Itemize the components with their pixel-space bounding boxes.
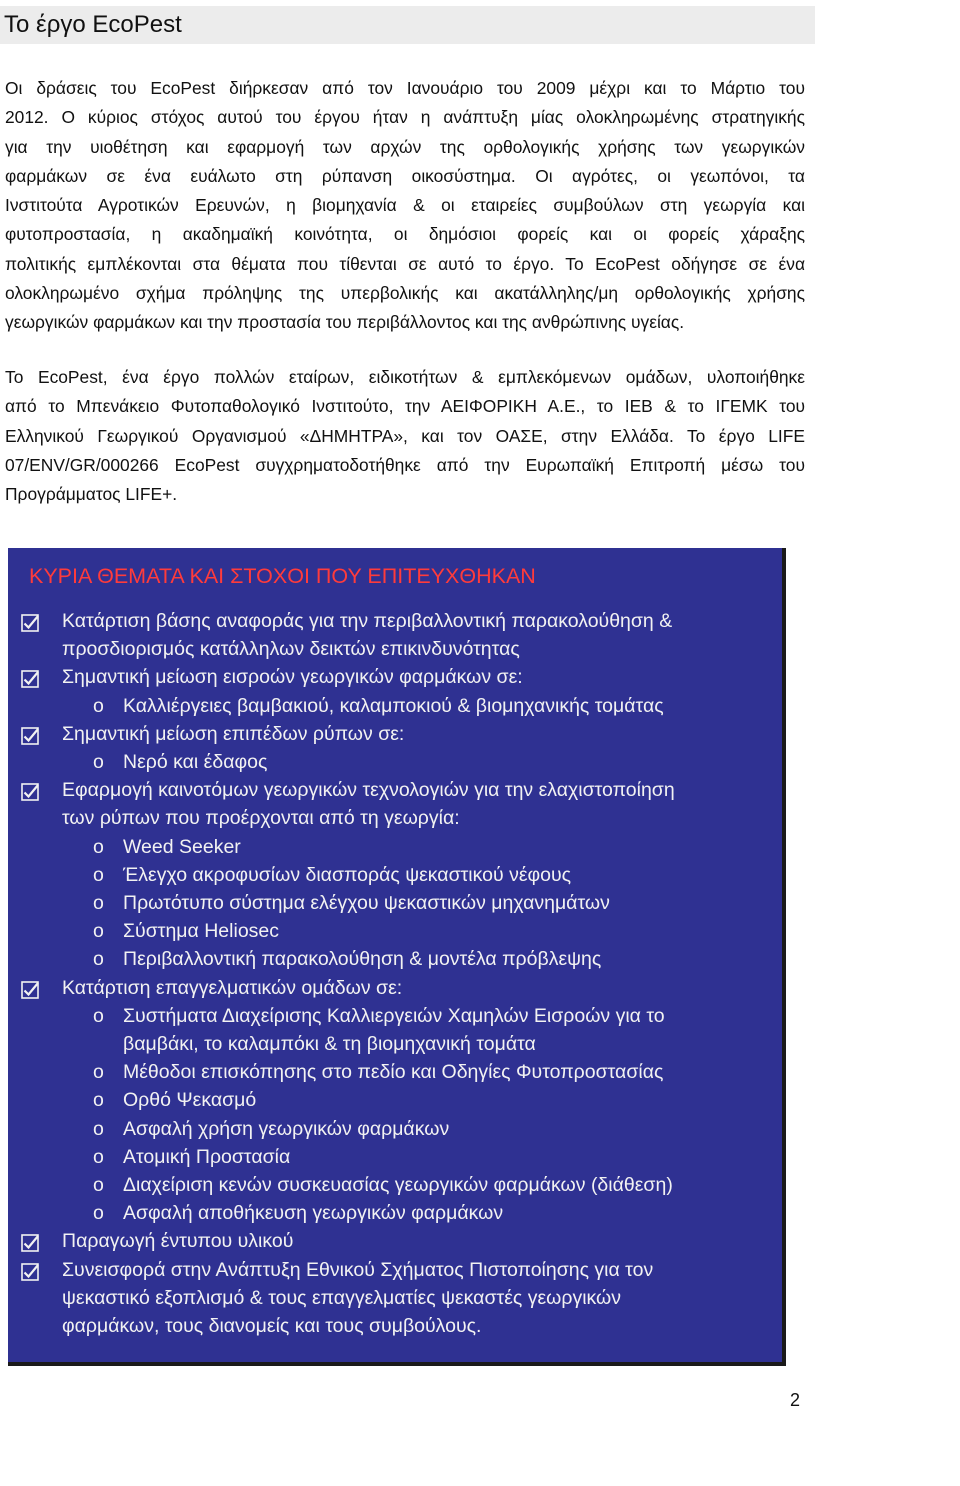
sub-item: Καλλιέργειες βαμβακιού, καλαμποκιού & βιομηχανικής τομάτας bbox=[123, 694, 664, 717]
sub-bullet: o bbox=[93, 1117, 104, 1140]
sub-bullet: o bbox=[93, 1089, 104, 1112]
paragraph-line: ολοκληρωμένο σχήμα πρόληψης της υπερβολικής και ακατάλληλης/μη ορθολογικής χρήσης bbox=[5, 283, 805, 304]
objectives-box bbox=[8, 548, 786, 1366]
sub-bullet: o bbox=[93, 920, 104, 943]
sub-bullet: o bbox=[93, 948, 104, 971]
intro-paragraph bbox=[5, 74, 805, 338]
sub-item: Ατομική Προστασία bbox=[123, 1145, 291, 1168]
checked-box-icon bbox=[21, 727, 39, 745]
sub-item: βαμβάκι, το καλαμπόκι & τη βιομηχανική τομάτα bbox=[123, 1033, 536, 1055]
page-number: 2 bbox=[790, 1390, 801, 1410]
page-title: Το έργο EcoPest bbox=[4, 11, 182, 38]
sub-item: Μέθοδοι επισκόπησης στο πεδίο και Οδηγίες Φυτοπροστασίας bbox=[123, 1061, 664, 1084]
sub-bullet: o bbox=[93, 1202, 104, 1225]
objective-item: των ρύπων που προέρχονται από τη γεωργία: bbox=[62, 807, 460, 830]
sub-item: Ορθό Ψεκασμό bbox=[123, 1089, 257, 1112]
sub-item: Συστήματα Διαχείρισης Καλλιεργειών Χαμηλών Εισροών για το bbox=[123, 1004, 665, 1027]
sub-item: Ασφαλή αποθήκευση γεωργικών φαρμάκων bbox=[123, 1202, 504, 1225]
paragraph-line: φυτοπροστασία, η ακαδημαϊκή κοινότητα, οι δημόσιοι φορείς και οι φορείς χάραξης bbox=[5, 224, 805, 245]
objective-item: Σημαντική μείωση επιπέδων ρύπων σε: bbox=[62, 722, 405, 745]
objectives-title: ΚΥΡΙΑ ΘΕΜΑΤΑ ΚΑΙ ΣΤΟΧΟΙ ΠΟΥ ΕΠΙΤΕΥΧΘΗΚΑΝ bbox=[29, 564, 536, 588]
checked-box-icon bbox=[21, 1234, 39, 1252]
paragraph-line: φαρμάκων σε ένα ευάλωτο στη ρύπανση οικοσύστημα. Οι αγρότες, οι γεωπόνοι, τα bbox=[5, 165, 805, 186]
sub-item: Νερό και έδαφος bbox=[123, 751, 268, 773]
paragraph-line: από το Μπενάκειο Φυτοπαθολογικό Ινστιτούτο, την ΑΕΙΦΟΡΙΚΗ Α.Ε., το ΙΕΒ & το ΙΓΕΜΚ του bbox=[5, 396, 805, 417]
sub-item: Έλεγχο ακροφυσίων διασποράς ψεκαστικού νέφους bbox=[123, 863, 572, 886]
sub-item: Περιβαλλοντική παρακολούθηση & μοντέλα πρόβλεψης bbox=[123, 948, 602, 971]
sub-bullet: o bbox=[93, 1174, 104, 1196]
sub-item: Πρωτότυπο σύστημα ελέγχου ψεκαστικών μηχανημάτων bbox=[123, 892, 610, 914]
checked-box-icon bbox=[21, 614, 39, 632]
paragraph-line: Προγράμματος LIFE+. bbox=[5, 484, 178, 505]
sub-item: Σύστημα Heliosec bbox=[123, 920, 280, 943]
sub-bullet: o bbox=[93, 1061, 104, 1084]
objective-item: Παραγωγή έντυπου υλικού bbox=[62, 1230, 294, 1253]
paragraph-line: Το EcoPest, ένα έργο πολλών εταίρων, ειδικοτήτων & εμπλεκόμενων ομάδων, υλοποιήθηκε bbox=[5, 367, 805, 387]
paragraph-line: Ινστιτούτα Αγροτικών Ερευνών, η βιομηχανία & οι εταιρείες συμβούλων στη γεωργία και bbox=[5, 195, 805, 216]
objective-item: Κατάρτιση βάσης αναφοράς για την περιβαλλοντική παρακολούθηση & bbox=[62, 610, 673, 632]
partners-paragraph bbox=[5, 363, 805, 509]
objective-item: ψεκαστικό εξοπλισμό & τους επαγγελματίες ψεκαστές γεωργικών bbox=[62, 1286, 622, 1309]
checked-box-icon bbox=[21, 783, 39, 801]
paragraph-line: γεωργικών φαρμάκων και την προστασία του περιβάλλοντος και της ανθρώπινης υγείας. bbox=[5, 312, 685, 333]
sub-bullet: o bbox=[93, 694, 104, 717]
paragraph-line: πολιτικής εμπλέκονται στα θέματα που τίθενται σε αυτό το έργο. Το EcoPest οδήγησε σε ένα bbox=[5, 253, 805, 274]
sub-item: Ασφαλή χρήση γεωργικών φαρμάκων bbox=[123, 1117, 450, 1140]
sub-bullet: o bbox=[93, 835, 104, 858]
objective-item: Συνεισφορά στην Ανάπτυξη Εθνικού Σχήματος Πιστοποίησης για τον bbox=[62, 1258, 654, 1281]
sub-bullet: o bbox=[93, 751, 104, 773]
paragraph-line: Ελληνικού Γεωργικού Οργανισμού «ΔΗΜΗΤΡΑ», και τον ΟΑΣΕ, στην Ελλάδα. Το έργο LIFE bbox=[5, 425, 805, 446]
checked-box-icon bbox=[21, 981, 39, 999]
objective-item: φαρμάκων, τους διανομείς και τους συμβούλους. bbox=[62, 1315, 482, 1337]
objective-item: Εφαρμογή καινοτόμων γεωργικών τεχνολογιών για την ελαχιστοποίηση bbox=[62, 779, 675, 802]
sub-bullet: o bbox=[93, 1145, 104, 1168]
paragraph-line: για την υιοθέτηση και εφαρμογή των αρχών της ορθολογικής χρήσης των γεωργικών bbox=[5, 136, 805, 157]
paragraph-line: Οι δράσεις του EcoPest διήρκεσαν από τον Ιανουάριο του 2009 μέχρι και το Μάρτιο του bbox=[5, 78, 805, 98]
objective-item: Σημαντική μείωση εισροών γεωργικών φαρμάκων σε: bbox=[62, 666, 523, 689]
sub-bullet: o bbox=[93, 1004, 104, 1027]
sub-bullet: o bbox=[93, 892, 104, 914]
checked-box-icon bbox=[21, 670, 39, 688]
objective-item: προσδιορισμός κατάλληλων δεικτών επικινδυνότητας bbox=[62, 638, 520, 661]
paragraph-line: 2012. Ο κύριος στόχος αυτού του έργου ήταν η ανάπτυξη μίας ολοκληρωμένης στρατηγικής bbox=[5, 107, 805, 128]
sub-item: Διαχείριση κενών συσκευασίας γεωργικών φαρμάκων (διάθεση) bbox=[123, 1174, 673, 1196]
title-bar bbox=[0, 6, 815, 44]
sub-bullet: o bbox=[93, 863, 104, 886]
paragraph-line: 07/ENV/GR/000266 EcoPest συγχρηματοδοτήθηκε από την Ευρωπαϊκή Επιτροπή μέσω του bbox=[5, 454, 805, 475]
objective-item: Κατάρτιση επαγγελματικών ομάδων σε: bbox=[62, 976, 403, 999]
sub-item: Weed Seeker bbox=[123, 835, 241, 858]
checked-box-icon bbox=[21, 1263, 39, 1281]
